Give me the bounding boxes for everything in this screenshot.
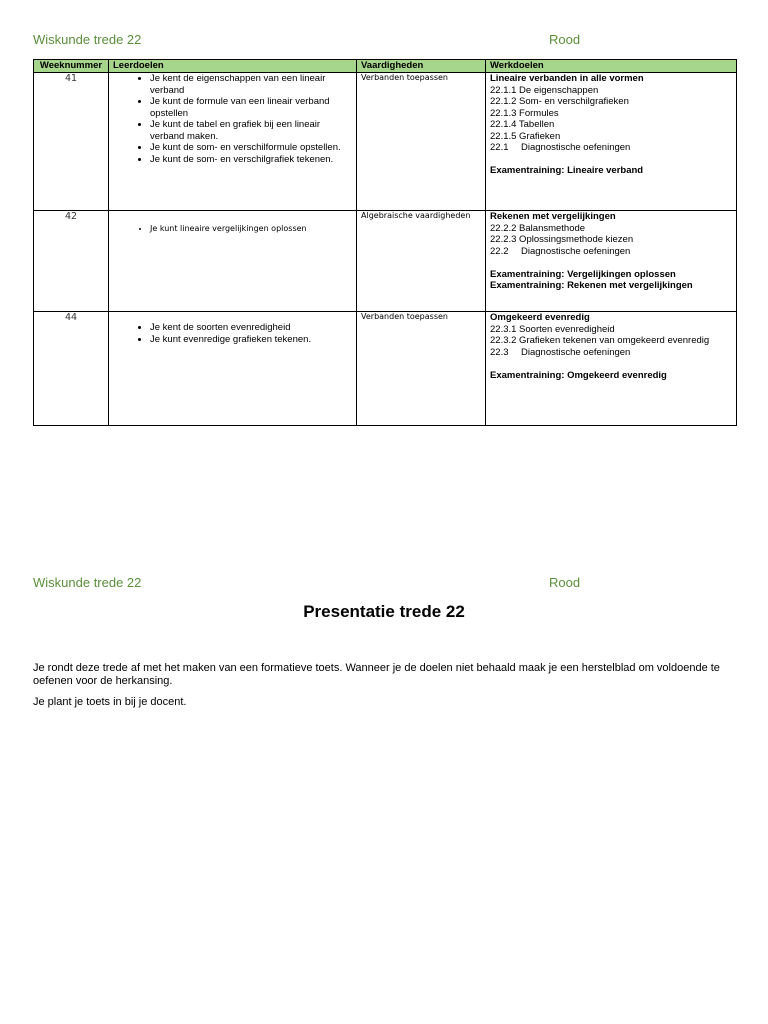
work-item: 22.3.2 Grafieken tekenen van omgekeerd evenredig bbox=[490, 335, 710, 346]
skill: Verbanden toepassen bbox=[357, 312, 486, 426]
diagnostic-item bbox=[490, 347, 732, 359]
study-plan-table bbox=[33, 59, 737, 426]
week-number: 41 bbox=[34, 73, 109, 211]
work-title: Lineaire verbanden in alle vormen bbox=[490, 73, 644, 84]
page-header-title: Wiskunde trede 22 bbox=[33, 32, 142, 47]
work-item: 22.1.3 Formules bbox=[490, 107, 559, 119]
page-header-level-2: Rood bbox=[549, 575, 581, 590]
exam-training: Examentraining: Vergelijkingen oplossen bbox=[490, 268, 676, 280]
learning-goals bbox=[109, 73, 357, 211]
goal-item: • Je kunt lineaire vergelijkingen oplossen bbox=[150, 223, 346, 235]
skill: Verbanden toepassen bbox=[357, 73, 486, 211]
table-row bbox=[34, 312, 737, 426]
learning-goals bbox=[109, 312, 357, 426]
header-leerdoelen: Leerdoelen bbox=[109, 60, 357, 73]
intro-paragraph: Je rondt deze trede af met het maken van een formatieve toets. Wanneer je de doelen niet behaald maak je een herstelblad om voldoende te oefenen voor de herkansing. bbox=[33, 662, 720, 687]
header-vaardigheden: Vaardigheden bbox=[357, 60, 486, 73]
work-item: 22.3.1 Soorten evenredigheid bbox=[490, 323, 615, 335]
header-weeknummer: Weeknummer bbox=[34, 60, 109, 73]
work-goals bbox=[486, 73, 737, 211]
header-werkdoelen: Werkdoelen bbox=[486, 60, 737, 73]
work-item: 22.2.2 Balansmethode bbox=[490, 222, 586, 234]
goal-item: • Je kunt de tabel en grafiek bij een lineair verband maken. bbox=[150, 119, 346, 142]
work-title: Omgekeerd evenredig bbox=[490, 312, 590, 323]
work-item: 22.1.2 Som- en verschilgrafieken bbox=[490, 96, 629, 107]
exam-training: Examentraining: Rekenen met vergelijkingen bbox=[490, 280, 693, 291]
table-row bbox=[34, 73, 737, 211]
goal-item: • Je kunt de som- en verschilgrafiek tekenen. bbox=[150, 154, 346, 166]
skill: Algebraische vaardigheden bbox=[357, 211, 486, 312]
goal-item: • Je kunt de formule van een lineair verband opstellen bbox=[150, 96, 346, 119]
work-item: 22.1.5 Grafieken bbox=[490, 130, 561, 142]
goal-item: • Je kunt evenredige grafieken tekenen. bbox=[150, 334, 346, 346]
work-title: Rekenen met vergelijkingen bbox=[490, 211, 616, 222]
page-header-level: Rood bbox=[549, 32, 581, 47]
week-number: 42 bbox=[34, 211, 109, 312]
diagnostic-item bbox=[490, 246, 732, 258]
diagnostic-label: Diagnostische oefeningen bbox=[521, 245, 631, 257]
diagnostic-code: 22.2 bbox=[490, 245, 509, 257]
diagnostic-code: 22.3 bbox=[490, 346, 509, 358]
table-header-row bbox=[34, 60, 737, 73]
learning-goals bbox=[109, 211, 357, 312]
plan-test-paragraph: Je plant je toets in bij je docent. bbox=[33, 696, 187, 708]
exam-training: Examentraining: Omgekeerd evenredig bbox=[490, 369, 667, 381]
table-row bbox=[34, 211, 737, 312]
work-goals bbox=[486, 211, 737, 312]
goal-item: • Je kent de soorten evenredigheid bbox=[150, 322, 346, 334]
diagnostic-label: Diagnostische oefeningen bbox=[521, 346, 631, 358]
work-item: 22.1.4 Tabellen bbox=[490, 119, 555, 130]
diagnostic-code: 22.1 bbox=[490, 142, 509, 153]
work-item: 22.2.3 Oplossingsmethode kiezen bbox=[490, 234, 634, 245]
page-header-title-2: Wiskunde trede 22 bbox=[33, 575, 142, 590]
presentation-title: Presentatie trede 22 bbox=[303, 602, 465, 621]
work-item: 22.1.1 De eigenschappen bbox=[490, 84, 599, 96]
goal-item: • Je kunt de som- en verschilformule opstellen. bbox=[150, 142, 346, 154]
diagnostic-label: Diagnostische oefeningen bbox=[521, 142, 631, 153]
exam-training: Examentraining: Lineaire verband bbox=[490, 165, 644, 176]
goal-item: • Je kent de eigenschappen van een lineair verband bbox=[150, 73, 346, 96]
work-goals bbox=[486, 312, 737, 426]
week-number: 44 bbox=[34, 312, 109, 426]
diagnostic-item bbox=[490, 142, 732, 154]
